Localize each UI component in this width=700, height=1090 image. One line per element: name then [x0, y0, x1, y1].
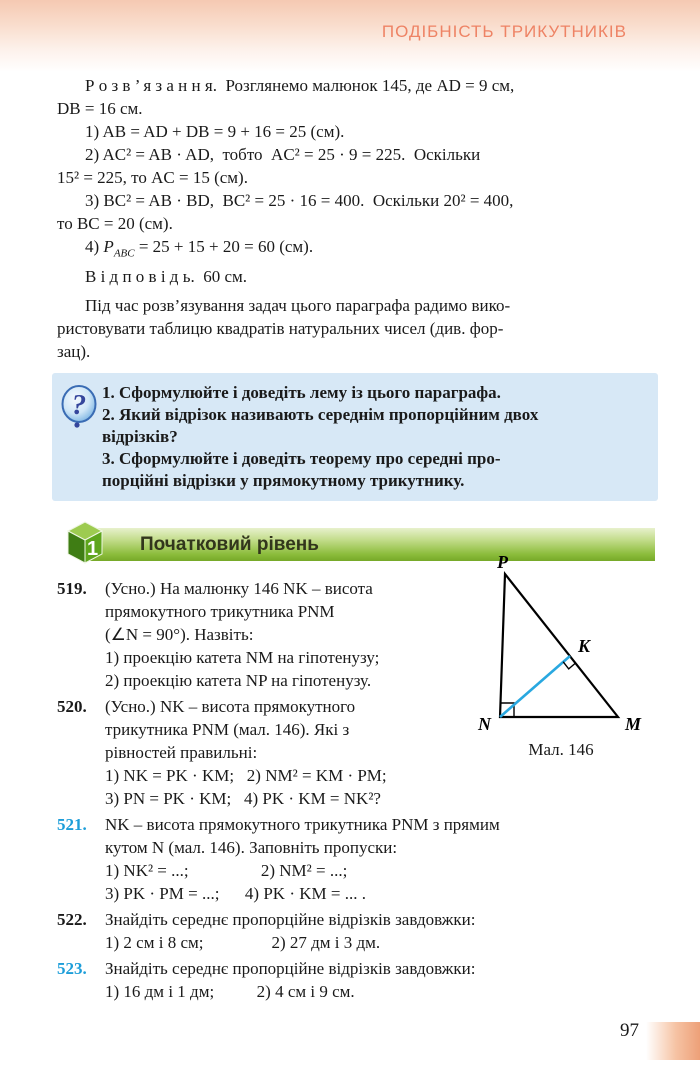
problem-number: 523.	[57, 959, 87, 979]
problem-line: 2) проекцію катета NP на гіпотенузу.	[105, 671, 372, 691]
svg-text:?: ?	[71, 389, 87, 422]
figure-146	[468, 552, 668, 760]
problem-522	[57, 908, 660, 954]
questions-box	[52, 373, 658, 501]
problem-line: прямокутного трикутника PNM	[105, 602, 335, 622]
page-number: 97	[620, 1020, 639, 1041]
note-line: ристовувати таблицю квадратів натуральних чисел (див. фор-	[57, 319, 504, 339]
question-item: відрізків?	[102, 427, 178, 447]
problem-text	[105, 908, 660, 954]
problem-number: 521.	[57, 815, 87, 835]
solution-line: 1) AB = AD + DB = 9 + 16 = 25 (см).	[85, 122, 345, 141]
problem-line: рівностей правильні:	[105, 743, 258, 763]
page-content	[0, 74, 700, 1003]
problem-line: Знайдіть середнє пропорційне відрізків завдовжки:	[105, 910, 476, 930]
level-banner-label: Початковий рівень	[140, 534, 319, 556]
figure-caption: Мал. 146	[528, 740, 594, 759]
vertex-label-M: M	[625, 714, 642, 734]
problem-line: 3) PN = PK · KM; 4) PK · KM = NK²?	[105, 789, 381, 809]
question-item: 1. Сформулюйте і доведіть лему із цього параграфа.	[102, 383, 501, 403]
vertex-label-P: P	[497, 552, 508, 572]
problem-line: 1) NK² = ...; 2) NM² = ...;	[105, 861, 348, 881]
perimeter-subscript: ABC	[113, 247, 135, 260]
right-triangle-figure	[468, 552, 668, 734]
problem-line: 1) 16 дм і 1 дм; 2) 4 см і 9 см.	[105, 982, 355, 1002]
problem-line: Знайдіть середнє пропорційне відрізків завдовжки:	[105, 959, 476, 979]
problem-line: 3) PK · PM = ...; 4) PK · KM = ... .	[105, 884, 366, 904]
solution-line: 2) AC² = AB · AD, тобто AC² = 25 · 9 = 225. Оскільки	[85, 145, 481, 164]
problem-line: 1) NK = PK · KM; 2) NM² = KM · PM;	[105, 766, 387, 786]
solution-block	[57, 74, 654, 288]
question-item: 2. Який відрізок називають середнім пропорційним двох	[102, 405, 539, 425]
problem-text	[105, 813, 660, 905]
problem-text	[105, 695, 467, 810]
solution-line: Р о з в ’ я з а н н я. Розглянемо малюнок 145, де AD = 9 см,	[85, 76, 515, 95]
solution-line: DB = 16 см.	[57, 99, 143, 118]
level-cube-icon	[59, 517, 109, 567]
problem-number: 522.	[57, 910, 87, 930]
solution-line: 15² = 225, то AC = 15 (см).	[57, 168, 248, 187]
problem-line: (Усно.) NK – висота прямокутного	[105, 697, 356, 717]
problem-line: 1) 2 см і 8 см; 2) 27 дм і 3 дм.	[105, 933, 381, 953]
problem-number: 519.	[57, 579, 87, 599]
problem-line: (Усно.) На малюнку 146 NK – висота	[105, 579, 373, 599]
problem-523	[57, 957, 660, 1003]
problem-521	[57, 813, 660, 905]
vertex-label-N: N	[478, 714, 491, 734]
level-number: 1	[86, 538, 99, 561]
problem-line: кутом N (мал. 146). Заповніть пропуски:	[105, 838, 398, 858]
question-mark-icon	[60, 383, 98, 433]
note-paragraph	[57, 294, 654, 363]
chapter-title: ПОДІБНІСТЬ ТРИКУТНИКІВ	[381, 22, 627, 41]
problem-line: трикутника PNM (мал. 146). Які з	[105, 720, 350, 740]
problem-line: (∠N = 90°). Назвіть:	[105, 625, 254, 645]
problem-number: 520.	[57, 697, 87, 717]
perimeter-prefix: 4)	[85, 237, 104, 256]
vertex-label-K: K	[578, 636, 591, 656]
note-line: Під час розв’язування задач цього параграфа радимо вико-	[85, 296, 511, 316]
solution-line: 3) BC² = AB · BD, BC² = 25 · 16 = 400. Оскільки 20² = 400,	[85, 191, 514, 210]
question-item: порційні відрізки у прямокутному трикутнику.	[102, 471, 465, 491]
problem-line: NK – висота прямокутного трикутника PNM з прямим	[105, 815, 500, 835]
perimeter-rest: = 25 + 15 + 20 = 60 (см).	[134, 237, 314, 256]
footer-accent-bar	[646, 1022, 700, 1060]
solution-line: В і д п о в і д ь. 60 см.	[85, 267, 248, 287]
problem-line: 1) проекцію катета NM на гіпотенузу;	[105, 648, 380, 668]
solution-line: то BC = 20 (см).	[57, 214, 173, 233]
question-item: 3. Сформулюйте і доведіть теорему про середні про-	[102, 449, 501, 469]
perimeter-variable: P	[103, 237, 114, 256]
height-NK	[500, 656, 570, 717]
problem-text	[105, 957, 660, 1003]
problem-text	[105, 577, 467, 692]
header-band	[0, 0, 700, 72]
note-line: зац).	[57, 342, 91, 362]
solution-line-perimeter	[57, 235, 654, 265]
